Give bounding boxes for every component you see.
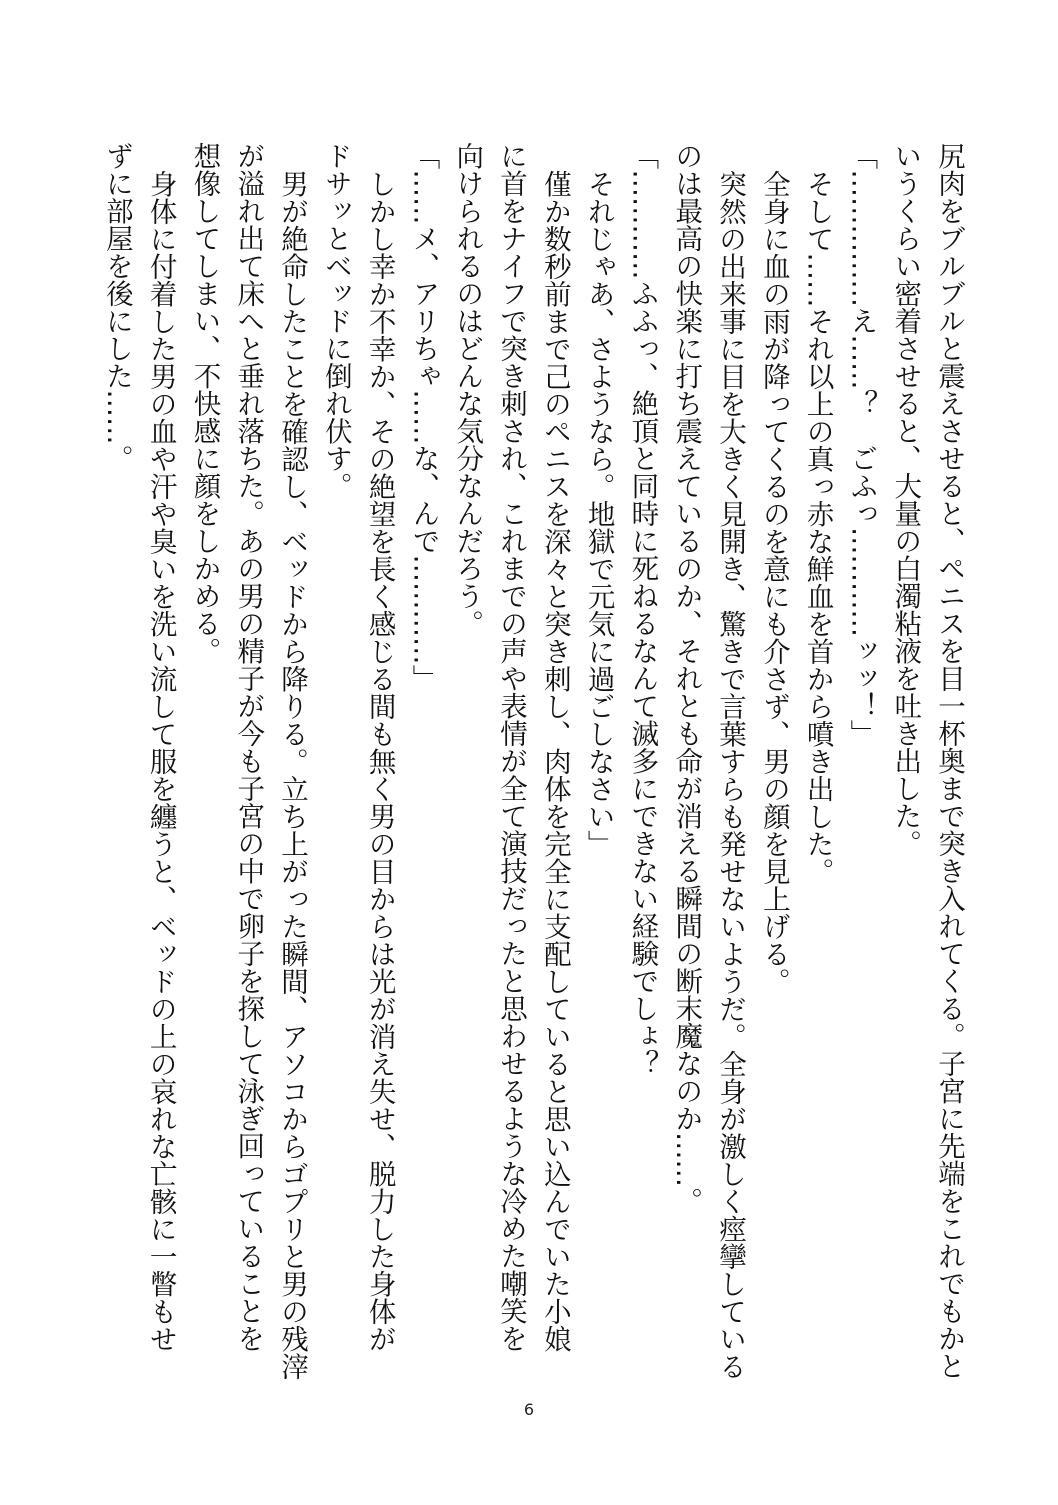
text-line: 突然の出来事に目を大きく見開き、驚きで言葉すらも発せないようだ。全身が激しく痙攣している (714, 169, 747, 1380)
text-line: 身体に付着した男の血や汗や臭いを洗い流して服を纏うと、ベッドの上の哀れな亡骸に一瞥もせ (144, 169, 177, 1352)
text-line: 男が絶命したことを確認し、ベッドから降りる。立ち上がった瞬間、アソコからゴプリと男の残滓 (276, 169, 309, 1380)
text-line: に首をナイフで突き刺され、これまでの声や表情が全て演技だったと思わせるような冷めた嘲笑を (495, 142, 528, 1352)
text-line: それじゃあ、さようなら。地獄で元気に過ごしなさい」 (582, 169, 615, 857)
text-line: 「…………ふふっ、絶頂と同時に死ねるなんて滅多にできない経験でしょ？ (626, 142, 659, 1077)
text-line: が溢れ出て床へと垂れ落ちた。あの男の精子が今も子宮の中で卵子を探して泳ぎ回っていることを (232, 142, 265, 1352)
text-line: 僅か数秒前まで己のペニスを深々と突き刺し、肉体を完全に支配していると思い込んでいた小娘 (538, 169, 571, 1352)
text-line: 「……………え……？ ごふっ…………ッッ！」 (845, 142, 878, 747)
body-text (94, 142, 970, 1382)
text-line: ずに部屋を後にした……。 (100, 142, 133, 472)
text-line: 向けられるのはどんな気分なんだろう。 (451, 142, 484, 637)
text-line: しかし幸か不幸か、その絶望を長く感じる間も無く男の目からは光が消え失せ、脱力した身体が (363, 169, 396, 1352)
text-line: のは最高の快楽に打ち震えているのか、それとも命が消える瞬間の断末魔なのか……。 (670, 142, 703, 1215)
text-line: 想像してしまい、不快感に顔をしかめる。 (188, 142, 221, 665)
text-line: いうくらい密着させると、大量の白濁粘液を吐き出した。 (889, 142, 922, 857)
text-line: 全身に血の雨が降ってくるのを意にも介さず、男の顔を見上げる。 (757, 169, 790, 995)
page-number: 6 (523, 1400, 535, 1419)
text-line: そして……それ以上の真っ赤な鮮血を首から噴き出した。 (801, 169, 834, 885)
text-line: 尻肉をブルブルと震えさせると、ペニスを目一杯奥まで突き入れてくる。子宮に先端をこれでもかと (933, 142, 965, 1380)
text-line: 「……メ、アリちゃ……な、んで…………」 (407, 142, 440, 692)
text-line: ドサッとベッドに倒れ伏す。 (319, 142, 352, 500)
